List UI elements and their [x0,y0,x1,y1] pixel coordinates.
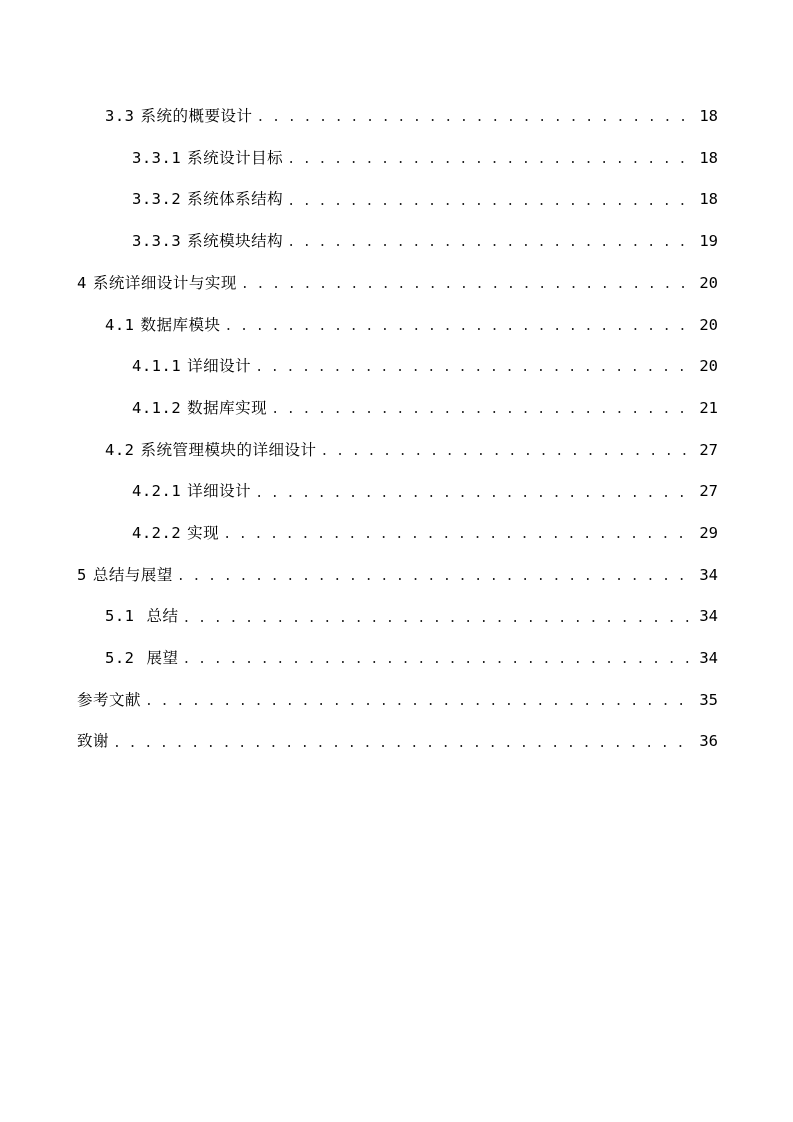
toc-page-number: 34 [699,565,718,584]
toc-entry-title: 系统详细设计与实现 [92,273,237,292]
toc-entry-4-2-1[interactable] [0,471,793,513]
toc-entry-5-1[interactable] [0,596,793,638]
toc-dot-leader [223,528,690,541]
toc-entry-number: 4.1 [105,315,135,334]
toc-entry-number: 3.3.1 [132,148,182,167]
toc-entry-title: 总结 [146,607,179,626]
toc-dot-leader [321,445,690,458]
toc-page-number: 18 [699,107,718,126]
toc-entry-3-3-1[interactable] [0,138,793,180]
toc-page-number: 20 [699,315,718,334]
toc-entry-acknowledgements[interactable] [0,721,793,763]
toc-entry-title: 系统体系结构 [187,190,284,209]
toc-entry-title: 系统设计目标 [187,148,284,167]
toc-entry-number: 5 [77,565,87,584]
toc-dot-leader [271,403,690,416]
toc-entry-4-1[interactable] [0,304,793,346]
toc-entry-number: 3.3.3 [132,232,182,251]
toc-entry-3-3[interactable] [0,96,793,138]
toc-dot-leader [255,487,690,500]
toc-entry-references[interactable] [0,680,793,722]
toc-page-number: 34 [699,649,718,668]
toc-dot-leader [287,153,690,166]
toc-entry-title: 实现 [187,523,220,542]
toc-entry-title: 系统的概要设计 [140,107,253,126]
toc-page-number: 20 [699,357,718,376]
toc-entry-title: 系统管理模块的详细设计 [140,440,317,459]
toc-dot-leader [177,570,690,583]
toc-page-number: 34 [699,607,718,626]
toc-entry-5-2[interactable] [0,638,793,680]
toc-entry-number: 4 [77,273,87,292]
toc-entry-number: 4.2.1 [132,482,182,501]
toc-dot-leader [225,320,690,333]
toc-dot-leader [287,195,690,208]
toc-entry-4-2[interactable] [0,430,793,472]
toc-entry-title: 数据库模块 [140,315,221,334]
toc-entry-number: 4.2 [105,440,135,459]
toc-entry-title: 总结与展望 [92,565,173,584]
toc-entry-4-2-2[interactable] [0,513,793,555]
toc-page-number: 20 [699,273,718,292]
toc-dot-leader [183,653,690,666]
toc-entry-title: 详细设计 [187,482,252,501]
toc-dot-leader [113,737,690,750]
toc-dot-leader [257,111,690,124]
toc-dot-leader [241,278,690,291]
toc-page-number: 18 [699,148,718,167]
toc-entry-title: 系统模块结构 [187,232,284,251]
toc-entry-3-3-2[interactable] [0,179,793,221]
table-of-contents [0,96,793,763]
toc-entry-4-1-1[interactable] [0,346,793,388]
toc-page-number: 27 [699,482,718,501]
toc-entry-number: 5.2 [105,649,135,668]
toc-entry-number: 3.3 [105,107,135,126]
toc-page-number: 29 [699,523,718,542]
toc-entry-number: 3.3.2 [132,190,182,209]
toc-entry-title: 展望 [146,649,179,668]
toc-entry-5[interactable] [0,555,793,597]
toc-entry-title: 数据库实现 [187,398,268,417]
toc-entry-3-3-3[interactable] [0,221,793,263]
toc-entry-4[interactable] [0,263,793,305]
toc-entry-4-1-2[interactable] [0,388,793,430]
toc-dot-leader [183,612,690,625]
toc-entry-number: 5.1 [105,607,135,626]
toc-dot-leader [255,361,690,374]
toc-entry-title: 参考文献 [77,690,142,709]
toc-entry-title: 致谢 [77,732,110,751]
toc-entry-number: 4.1.1 [132,357,182,376]
toc-page-number: 19 [699,232,718,251]
toc-entry-number: 4.2.2 [132,523,182,542]
toc-page-number: 21 [699,398,718,417]
toc-dot-leader [287,236,690,249]
toc-page-number: 36 [699,732,718,751]
toc-dot-leader [145,695,690,708]
toc-entry-title: 详细设计 [187,357,252,376]
toc-page-number: 35 [699,690,718,709]
toc-entry-number: 4.1.2 [132,398,182,417]
toc-page-number: 27 [699,440,718,459]
toc-page-number: 18 [699,190,718,209]
